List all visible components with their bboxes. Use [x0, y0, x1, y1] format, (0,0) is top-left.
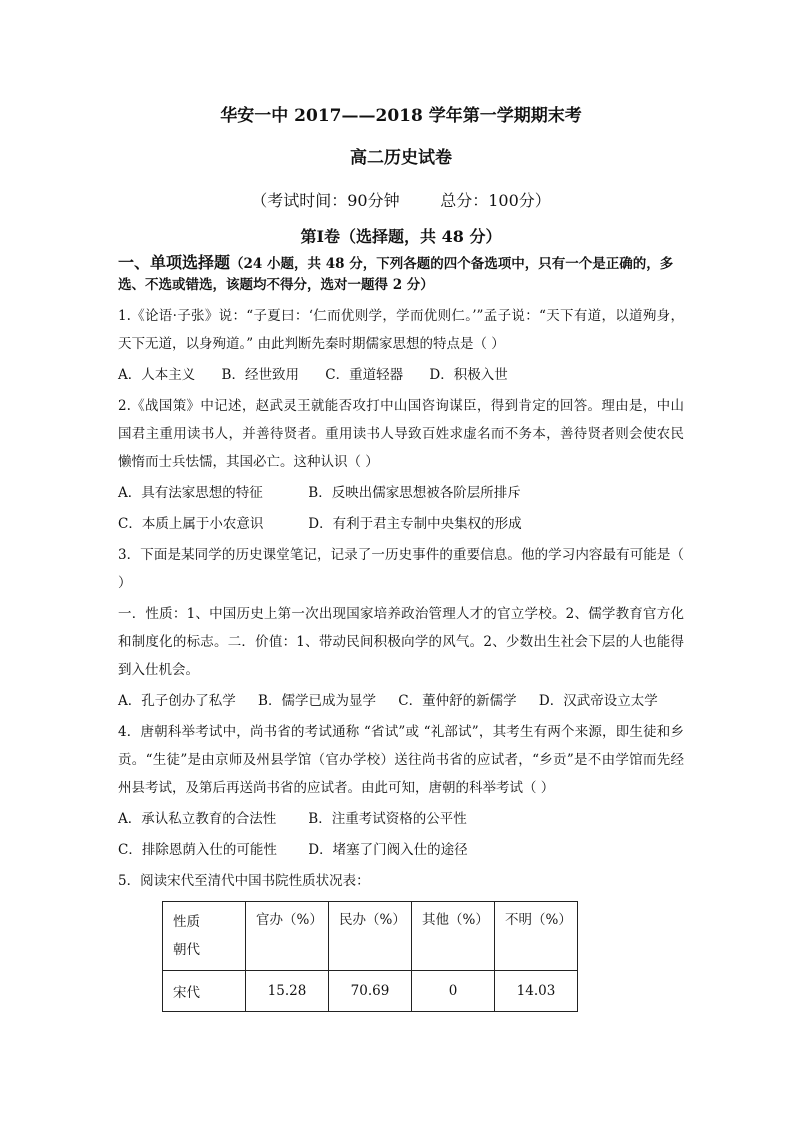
- options-row: [118, 687, 684, 715]
- column-header: 不明（%）: [495, 902, 578, 971]
- exam-title: 华安一中 2017——2018 学年第一学期期末考: [220, 106, 582, 126]
- column-header: 民办（%）: [329, 902, 412, 971]
- question-note: 一．性质：1、中国历史上第一次出现国家培养政治管理人才的官立学校。2、儒学教育官方化和制度化的标志。二．价值：1、带动民间积极向学的风气。2、少数出生社会下层的人也能得到入仕机会。: [118, 606, 684, 678]
- header-dynasty: 朝代: [173, 942, 200, 958]
- options-row: [118, 479, 684, 507]
- question-1: [118, 302, 684, 389]
- option-b: B．注重考试资格的公平性: [308, 811, 467, 827]
- option-a: A．承认私立教育的合法性: [118, 811, 277, 827]
- options-row: [118, 361, 684, 389]
- exam-subtitle: 高二历史试卷: [350, 148, 452, 168]
- row-dynasty: 宋代: [163, 971, 246, 1012]
- table-header-row: [163, 902, 578, 971]
- option-d: D．有利于君主专制中央集权的形成: [308, 516, 522, 532]
- cell-value: 70.69: [329, 971, 412, 1012]
- question-stem: 2.《战国策》中记述，赵武灵王就能否攻打中山国咨询谋臣，得到肯定的回答。理由是，中山国君主重用读书人，并善待贤者。重用读书人导致百姓求虚名而不务本，善待贤者则会使农民懒惰而士兵怯懦，其国必亡。这种认识（ ）: [118, 398, 684, 470]
- option-a: A．孔子创办了私学: [118, 693, 236, 709]
- section-label: 一、单项选择题: [118, 253, 231, 272]
- question-5: [118, 867, 684, 1012]
- cell-value: 0: [412, 971, 495, 1012]
- option-d: D．积极入世: [429, 367, 508, 383]
- option-b: B．反映出儒家思想被各阶层所排斥: [308, 485, 521, 501]
- option-a: A．人本主义: [118, 367, 196, 383]
- part-title: 第Ⅰ卷（选择题，共 48 分）: [300, 227, 502, 246]
- exam-page: [118, 104, 684, 1012]
- section-note: （24 小题，共 48 分，下列各题的四个备选项中，只有一个是正确的，多选、不选或错选，该题均不得分，选对一题得 2 分）: [118, 256, 674, 293]
- options-row: [118, 836, 684, 864]
- column-header: 官办（%）: [246, 902, 329, 971]
- question-stem: 3．下面是某同学的历史课堂笔记，记录了一历史事件的重要信息。他的学习内容最有可能是（ ）: [118, 547, 684, 591]
- question-stem: 1.《论语·子张》说：“子夏曰：‘仁而优则学，学而优则仁。’”孟子说：“天下有道，以道殉身，天下无道，以身殉道。” 由此判断先秦时期儒家思想的特点是（ ）: [118, 308, 684, 352]
- table-corner-cell: [163, 902, 246, 971]
- cell-value: 15.28: [246, 971, 329, 1012]
- options-row: [118, 805, 684, 833]
- cell-value: 14.03: [495, 971, 578, 1012]
- option-b: B．经世致用: [221, 367, 299, 383]
- question-stem: 4．唐朝科举考试中，尚书省的考试通称 “省试”或 “礼部试”，其考生有两个来源，即生徒和乡贡。“生徒”是由京师及州县学馆（官办学校）送往尚书省的应试者，“乡贡”是不由学馆而先经州县考试，及第后再送尚书省的应试者。由此可知，唐朝的科举考试（ ）: [118, 724, 684, 796]
- exam-info: （考试时间：90分钟 总分：100分）: [251, 191, 551, 210]
- column-header: 其他（%）: [412, 902, 495, 971]
- option-c: C．董仲舒的新儒学: [398, 693, 517, 709]
- question-stem: 5．阅读宋代至清代中国书院性质状况表：: [118, 873, 370, 889]
- section-heading: [118, 252, 684, 296]
- question-3: [118, 541, 684, 715]
- option-d: D．堵塞了门阀入仕的途径: [308, 842, 468, 858]
- option-b: B．儒学已成为显学: [258, 693, 376, 709]
- question-2: [118, 392, 684, 538]
- option-c: C．本质上属于小农意识: [118, 516, 264, 532]
- option-a: A．具有法家思想的特征: [118, 485, 263, 501]
- header-nature: 性质: [173, 914, 200, 930]
- options-row: [118, 510, 684, 538]
- option-c: C．重道轻器: [325, 367, 404, 383]
- option-d: D．汉武帝设立太学: [538, 693, 658, 709]
- table-row: [163, 971, 578, 1012]
- academy-table: [162, 901, 578, 1012]
- question-4: [118, 718, 684, 864]
- option-c: C．排除恩荫入仕的可能性: [118, 842, 277, 858]
